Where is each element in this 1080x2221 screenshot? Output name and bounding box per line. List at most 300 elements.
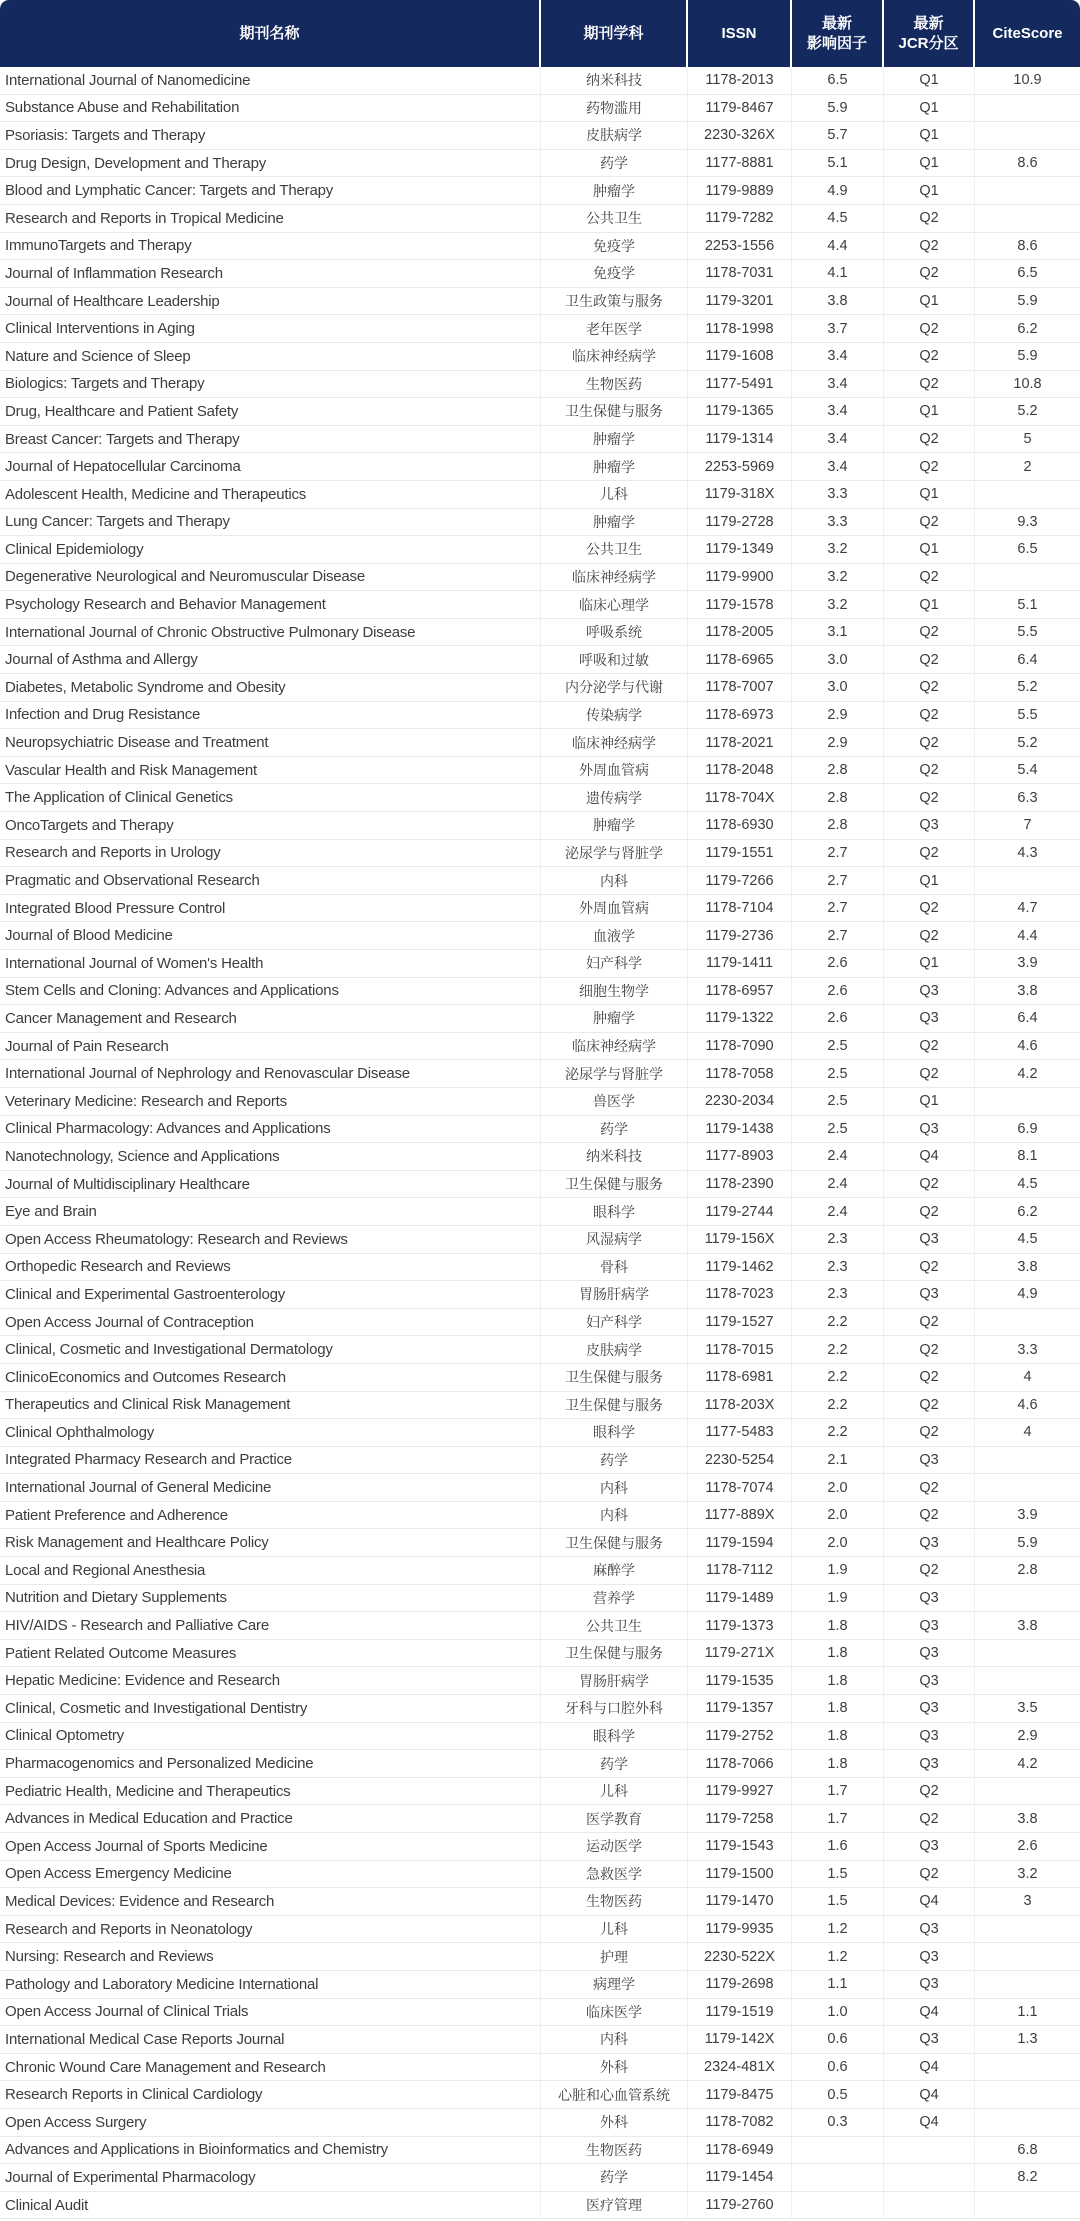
issn-cell: 1179-156X [688,1226,792,1254]
issn-cell: 1179-3201 [688,288,792,316]
jcr-quartile-cell: Q2 [884,840,975,868]
jcr-quartile-cell: Q3 [884,1916,975,1944]
citescore-cell: 8.1 [975,1143,1080,1171]
citescore-cell: 6.3 [975,784,1080,812]
impact-factor-cell: 2.8 [792,784,884,812]
jcr-quartile-cell: Q1 [884,1088,975,1116]
citescore-cell: 4.4 [975,922,1080,950]
issn-cell: 1178-2021 [688,729,792,757]
journal-subject-cell: 病理学 [541,1971,688,1999]
journal-subject-cell: 公共卫生 [541,536,688,564]
journal-name-cell: Nutrition and Dietary Supplements [0,1585,541,1613]
issn-cell: 1177-5483 [688,1419,792,1447]
citescore-cell: 3.8 [975,978,1080,1006]
table-row [0,1171,1080,1199]
table-row [0,1088,1080,1116]
issn-cell: 1179-1462 [688,1254,792,1282]
impact-factor-cell: 2.5 [792,1088,884,1116]
journal-name-cell: OncoTargets and Therapy [0,812,541,840]
table-row [0,343,1080,371]
journal-name-cell: Medical Devices: Evidence and Research [0,1888,541,1916]
journal-subject-cell: 药物滥用 [541,95,688,123]
jcr-quartile-cell: Q2 [884,1861,975,1889]
journal-name-cell: Pediatric Health, Medicine and Therapeutics [0,1778,541,1806]
table-row [0,619,1080,647]
table-row [0,1971,1080,1999]
journal-name-cell: Biologics: Targets and Therapy [0,371,541,399]
impact-factor-cell: 2.6 [792,978,884,1006]
citescore-cell: 4 [975,1419,1080,1447]
impact-factor-cell: 2.8 [792,812,884,840]
table-row [0,1999,1080,2027]
impact-factor-cell: 1.9 [792,1585,884,1613]
journal-subject-cell: 生物医药 [541,2137,688,2165]
journal-name-cell: International Journal of Women's Health [0,950,541,978]
journal-subject-cell: 风湿病学 [541,1226,688,1254]
citescore-cell [975,2192,1080,2220]
citescore-cell: 5 [975,426,1080,454]
citescore-cell: 3.5 [975,1695,1080,1723]
table-row [0,2192,1080,2220]
jcr-quartile-cell: Q2 [884,784,975,812]
impact-factor-cell: 0.3 [792,2109,884,2137]
journal-name-cell: Breast Cancer: Targets and Therapy [0,426,541,454]
column-header-subject-label: 期刊学科 [583,24,644,42]
jcr-quartile-cell: Q2 [884,1198,975,1226]
table-row [0,1033,1080,1061]
issn-cell: 1179-271X [688,1640,792,1668]
jcr-quartile-cell: Q2 [884,1336,975,1364]
jcr-quartile-cell: Q4 [884,2054,975,2082]
table-row [0,812,1080,840]
journal-subject-cell: 临床神经病学 [541,1033,688,1061]
journal-name-cell: Journal of Experimental Pharmacology [0,2164,541,2192]
citescore-cell: 5.1 [975,591,1080,619]
journal-name-cell: International Journal of Chronic Obstructive Pulmonary Disease [0,619,541,647]
issn-cell: 1178-6949 [688,2137,792,2165]
citescore-cell: 8.6 [975,150,1080,178]
journal-subject-cell: 临床神经病学 [541,343,688,371]
impact-factor-cell: 1.8 [792,1723,884,1751]
journal-name-cell: Chronic Wound Care Management and Research [0,2054,541,2082]
impact-factor-cell: 1.0 [792,1999,884,2027]
journal-name-cell: Clinical Epidemiology [0,536,541,564]
column-header-citescore [975,0,1080,67]
jcr-quartile-cell [884,2164,975,2192]
citescore-cell: 4.2 [975,1060,1080,1088]
journal-name-cell: Advances and Applications in Bioinformatics and Chemistry [0,2137,541,2165]
jcr-quartile-cell: Q2 [884,1502,975,1530]
citescore-cell: 1.1 [975,1999,1080,2027]
impact-factor-cell: 2.3 [792,1254,884,1282]
table-row [0,1916,1080,1944]
issn-cell: 1177-889X [688,1502,792,1530]
journal-name-cell: Therapeutics and Clinical Risk Management [0,1392,541,1420]
citescore-cell: 4.5 [975,1171,1080,1199]
issn-cell: 1179-1454 [688,2164,792,2192]
impact-factor-cell: 2.6 [792,1005,884,1033]
issn-cell: 1178-2005 [688,619,792,647]
journal-name-cell: Neuropsychiatric Disease and Treatment [0,729,541,757]
journal-subject-cell: 牙科与口腔外科 [541,1695,688,1723]
jcr-quartile-cell: Q2 [884,757,975,785]
citescore-cell [975,2081,1080,2109]
jcr-quartile-cell: Q3 [884,2026,975,2054]
citescore-cell: 4.6 [975,1392,1080,1420]
journal-name-cell: International Journal of Nephrology and Renovascular Disease [0,1060,541,1088]
jcr-quartile-cell: Q3 [884,1281,975,1309]
issn-cell: 1179-1500 [688,1861,792,1889]
jcr-quartile-cell: Q2 [884,1171,975,1199]
journal-subject-cell: 肿瘤学 [541,812,688,840]
table-row [0,1861,1080,1889]
column-header-jcr-quartile [884,0,975,67]
issn-cell: 1179-9889 [688,177,792,205]
issn-cell: 1179-1608 [688,343,792,371]
impact-factor-cell [792,2192,884,2220]
citescore-cell [975,1447,1080,1475]
journal-subject-cell: 药学 [541,150,688,178]
impact-factor-cell: 2.2 [792,1336,884,1364]
table-header [0,0,1080,67]
journal-subject-cell: 急救医学 [541,1861,688,1889]
journal-name-cell: Vascular Health and Risk Management [0,757,541,785]
journal-subject-cell: 营养学 [541,1585,688,1613]
journal-subject-cell: 公共卫生 [541,1612,688,1640]
issn-cell: 1179-7266 [688,867,792,895]
citescore-cell: 5.5 [975,619,1080,647]
impact-factor-cell: 2.4 [792,1143,884,1171]
impact-factor-cell [792,2137,884,2165]
table-row [0,1529,1080,1557]
table-row [0,315,1080,343]
journal-name-cell: Open Access Journal of Contraception [0,1309,541,1337]
impact-factor-cell: 1.8 [792,1750,884,1778]
journal-subject-cell: 遗传病学 [541,784,688,812]
issn-cell: 1179-1322 [688,1005,792,1033]
journal-subject-cell: 药学 [541,2164,688,2192]
table-row [0,1281,1080,1309]
issn-cell: 1178-7031 [688,260,792,288]
journal-name-cell: Infection and Drug Resistance [0,702,541,730]
table-row [0,2026,1080,2054]
journal-name-cell: International Journal of Nanomedicine [0,67,541,95]
citescore-cell: 2 [975,453,1080,481]
issn-cell: 1179-1438 [688,1116,792,1144]
impact-factor-cell: 2.7 [792,867,884,895]
jcr-quartile-cell: Q1 [884,95,975,123]
issn-cell: 1179-1578 [688,591,792,619]
jcr-quartile-cell: Q3 [884,978,975,1006]
jcr-quartile-cell: Q1 [884,122,975,150]
journal-subject-cell: 外科 [541,2109,688,2137]
journal-subject-cell: 内科 [541,1474,688,1502]
issn-cell: 1178-7112 [688,1557,792,1585]
citescore-cell [975,1309,1080,1337]
impact-factor-cell: 3.4 [792,453,884,481]
citescore-cell: 3.9 [975,1502,1080,1530]
table-row [0,2054,1080,2082]
citescore-cell [975,2054,1080,2082]
journal-name-cell: Clinical, Cosmetic and Investigational Dentistry [0,1695,541,1723]
journal-name-cell: Cancer Management and Research [0,1005,541,1033]
jcr-quartile-cell: Q2 [884,1474,975,1502]
journal-name-cell: Eye and Brain [0,1198,541,1226]
jcr-quartile-cell: Q1 [884,67,975,95]
journal-name-cell: HIV/AIDS - Research and Palliative Care [0,1612,541,1640]
impact-factor-cell: 3.8 [792,288,884,316]
table-row [0,260,1080,288]
journal-subject-cell: 卫生政策与服务 [541,288,688,316]
journal-subject-cell: 胃肠肝病学 [541,1281,688,1309]
impact-factor-cell: 5.9 [792,95,884,123]
citescore-cell: 6.8 [975,2137,1080,2165]
jcr-quartile-cell: Q1 [884,398,975,426]
issn-cell: 1178-7007 [688,674,792,702]
citescore-cell: 5.5 [975,702,1080,730]
journal-name-cell: Open Access Rheumatology: Research and Reviews [0,1226,541,1254]
citescore-cell [975,205,1080,233]
jcr-quartile-cell: Q2 [884,1392,975,1420]
journal-name-cell: Journal of Blood Medicine [0,922,541,950]
impact-factor-cell: 1.5 [792,1861,884,1889]
table-row [0,1778,1080,1806]
journal-subject-cell: 妇产科学 [541,1309,688,1337]
journal-subject-cell: 免疫学 [541,260,688,288]
citescore-cell: 5.9 [975,288,1080,316]
citescore-cell: 3.8 [975,1612,1080,1640]
table-row [0,1336,1080,1364]
impact-factor-cell: 2.5 [792,1060,884,1088]
citescore-cell: 5.9 [975,343,1080,371]
issn-cell: 1179-1349 [688,536,792,564]
journal-subject-cell: 儿科 [541,1778,688,1806]
impact-factor-cell: 2.4 [792,1198,884,1226]
impact-factor-cell: 2.5 [792,1033,884,1061]
impact-factor-cell: 2.9 [792,702,884,730]
table-row [0,978,1080,1006]
citescore-cell: 6.9 [975,1116,1080,1144]
impact-factor-cell: 0.6 [792,2026,884,2054]
journal-name-cell: Degenerative Neurological and Neuromuscular Disease [0,564,541,592]
table-row [0,729,1080,757]
journal-subject-cell: 传染病学 [541,702,688,730]
jcr-quartile-cell: Q2 [884,453,975,481]
issn-cell: 1179-2698 [688,1971,792,1999]
citescore-cell: 4.6 [975,1033,1080,1061]
issn-cell: 1177-8881 [688,150,792,178]
table-row [0,950,1080,978]
table-row [0,2109,1080,2137]
issn-cell: 1179-1489 [688,1585,792,1613]
issn-cell: 2253-1556 [688,233,792,261]
citescore-cell [975,1778,1080,1806]
journal-subject-cell: 呼吸系统 [541,619,688,647]
issn-cell: 1178-7074 [688,1474,792,1502]
issn-cell: 1179-1543 [688,1833,792,1861]
impact-factor-cell: 1.8 [792,1612,884,1640]
journal-subject-cell: 皮肤病学 [541,1336,688,1364]
issn-cell: 1178-7066 [688,1750,792,1778]
issn-cell: 1179-1411 [688,950,792,978]
journal-name-cell: Nursing: Research and Reviews [0,1943,541,1971]
issn-cell: 1179-8475 [688,2081,792,2109]
issn-cell: 1179-1535 [688,1667,792,1695]
table-row [0,453,1080,481]
impact-factor-cell: 2.2 [792,1309,884,1337]
jcr-quartile-cell: Q3 [884,1695,975,1723]
journal-subject-cell: 泌尿学与肾脏学 [541,840,688,868]
column-header-impact-factor [792,0,884,67]
jcr-quartile-cell: Q4 [884,1143,975,1171]
journal-name-cell: Psychology Research and Behavior Management [0,591,541,619]
jcr-quartile-cell: Q2 [884,674,975,702]
journal-subject-cell: 胃肠肝病学 [541,1667,688,1695]
journal-name-cell: Clinical Optometry [0,1723,541,1751]
table-row [0,2137,1080,2165]
journal-subject-cell: 卫生保健与服务 [541,1392,688,1420]
journal-subject-cell: 公共卫生 [541,205,688,233]
table-row [0,1005,1080,1033]
table-row [0,1612,1080,1640]
citescore-cell: 2.9 [975,1723,1080,1751]
journal-name-cell: Veterinary Medicine: Research and Reports [0,1088,541,1116]
impact-factor-cell: 2.4 [792,1171,884,1199]
journal-name-cell: Diabetes, Metabolic Syndrome and Obesity [0,674,541,702]
issn-cell: 2230-522X [688,1943,792,1971]
journal-name-cell: Orthopedic Research and Reviews [0,1254,541,1282]
journal-subject-cell: 眼科学 [541,1419,688,1447]
journal-name-cell: Open Access Surgery [0,2109,541,2137]
table-row [0,1888,1080,1916]
citescore-cell: 5.2 [975,398,1080,426]
table-row [0,1750,1080,1778]
journal-subject-cell: 血液学 [541,922,688,950]
impact-factor-cell: 4.9 [792,177,884,205]
journal-subject-cell: 卫生保健与服务 [541,1364,688,1392]
jcr-quartile-cell: Q1 [884,177,975,205]
journal-name-cell: Integrated Pharmacy Research and Practice [0,1447,541,1475]
issn-cell: 1179-1527 [688,1309,792,1337]
impact-factor-cell: 2.5 [792,1116,884,1144]
issn-cell: 1177-8903 [688,1143,792,1171]
table-row [0,1447,1080,1475]
citescore-cell: 3.8 [975,1805,1080,1833]
journal-subject-cell: 麻醉学 [541,1557,688,1585]
jcr-quartile-cell: Q2 [884,1254,975,1282]
journal-name-cell: Research Reports in Clinical Cardiology [0,2081,541,2109]
jcr-quartile-cell: Q1 [884,591,975,619]
impact-factor-cell: 1.7 [792,1778,884,1806]
jcr-quartile-cell: Q2 [884,702,975,730]
journal-subject-cell: 纳米科技 [541,67,688,95]
table-row [0,922,1080,950]
impact-factor-cell: 2.0 [792,1474,884,1502]
table-row [0,1667,1080,1695]
jcr-quartile-cell: Q2 [884,729,975,757]
citescore-cell: 3.3 [975,1336,1080,1364]
journal-name-cell: Research and Reports in Neonatology [0,1916,541,1944]
table-row [0,1805,1080,1833]
table-row [0,1833,1080,1861]
citescore-cell: 4.3 [975,840,1080,868]
table-row [0,1198,1080,1226]
jcr-quartile-cell: Q3 [884,1667,975,1695]
journal-name-cell: Patient Related Outcome Measures [0,1640,541,1668]
column-header-impact-factor-line1: 最新 [821,15,852,32]
impact-factor-cell: 3.4 [792,426,884,454]
journal-subject-cell: 卫生保健与服务 [541,1529,688,1557]
citescore-cell: 4.7 [975,895,1080,923]
table-row [0,536,1080,564]
citescore-cell: 4.9 [975,1281,1080,1309]
jcr-quartile-cell: Q2 [884,922,975,950]
jcr-quartile-cell: Q3 [884,812,975,840]
table-row [0,1116,1080,1144]
jcr-quartile-cell: Q2 [884,1060,975,1088]
impact-factor-cell: 0.5 [792,2081,884,2109]
journal-subject-cell: 纳米科技 [541,1143,688,1171]
issn-cell: 2230-326X [688,122,792,150]
issn-cell: 2230-2034 [688,1088,792,1116]
citescore-cell: 10.8 [975,371,1080,399]
citescore-cell: 5.2 [975,729,1080,757]
citescore-cell [975,1943,1080,1971]
issn-cell: 1179-9927 [688,1778,792,1806]
issn-cell: 1177-5491 [688,371,792,399]
jcr-quartile-cell: Q2 [884,1364,975,1392]
impact-factor-cell: 2.1 [792,1447,884,1475]
journal-subject-cell: 眼科学 [541,1198,688,1226]
journal-subject-cell: 卫生保健与服务 [541,1640,688,1668]
journal-subject-cell: 临床神经病学 [541,564,688,592]
jcr-quartile-cell: Q2 [884,619,975,647]
citescore-cell: 3 [975,1888,1080,1916]
journal-name-cell: Integrated Blood Pressure Control [0,895,541,923]
issn-cell: 1179-8467 [688,95,792,123]
journal-subject-cell: 外周血管病 [541,895,688,923]
journal-name-cell: The Application of Clinical Genetics [0,784,541,812]
issn-cell: 1178-6965 [688,646,792,674]
table-row [0,426,1080,454]
column-header-jcr-quartile-line2: JCR分区 [898,34,959,52]
citescore-cell: 5.4 [975,757,1080,785]
journal-name-cell: Substance Abuse and Rehabilitation [0,95,541,123]
impact-factor-cell: 4.5 [792,205,884,233]
journal-subject-cell: 肿瘤学 [541,177,688,205]
journal-subject-cell: 医疗管理 [541,2192,688,2220]
jcr-quartile-cell: Q2 [884,205,975,233]
impact-factor-cell: 1.5 [792,1888,884,1916]
table-row [0,1226,1080,1254]
journal-name-cell: Pragmatic and Observational Research [0,867,541,895]
impact-factor-cell: 6.5 [792,67,884,95]
journal-subject-cell: 临床神经病学 [541,729,688,757]
citescore-cell: 2.6 [975,1833,1080,1861]
issn-cell: 1178-203X [688,1392,792,1420]
journal-name-cell: Clinical Ophthalmology [0,1419,541,1447]
journal-name-cell: ClinicoEconomics and Outcomes Research [0,1364,541,1392]
table-row [0,757,1080,785]
journal-subject-cell: 外周血管病 [541,757,688,785]
issn-cell: 1178-6930 [688,812,792,840]
impact-factor-cell: 3.4 [792,398,884,426]
citescore-cell: 2.8 [975,1557,1080,1585]
jcr-quartile-cell: Q2 [884,343,975,371]
journal-name-cell: Journal of Asthma and Allergy [0,646,541,674]
journal-name-cell: Clinical and Experimental Gastroenterology [0,1281,541,1309]
column-header-issn-label: ISSN [721,24,757,42]
